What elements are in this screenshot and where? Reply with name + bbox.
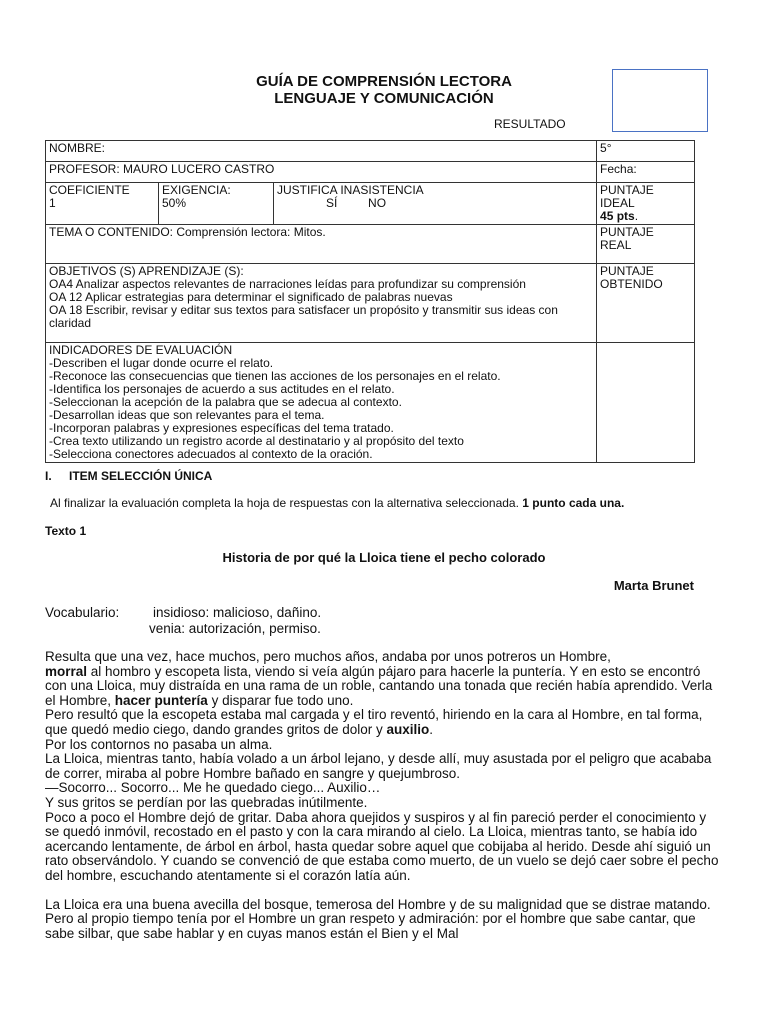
indicador-item: -Crea texto utilizando un registro acorde al destinatario y al propósito del texto	[49, 434, 464, 448]
paragraph: Poco a poco el Hombre dejó de gritar. Daba ahora quejidos y suspiros y al fin pareció perder el conocimiento y se quedó inmóvil, recostado en el pasto y con la cara mirando al cielo. La Lloica, mientras tanto, se había ido acercando lentamente, de árbol en árbol, hasta quedar sobre aquel que cobijaba al herido. Desde ahí siguió un rato observándolo. Y cuando se convenció de que estaba como muerto, de un vuelo se dejó caer sobre el pecho del hombre, escuchando atentamente si el corazón latía aún.	[45, 809, 719, 883]
exigencia-value: 50%	[162, 196, 187, 210]
instructions-text: Al finalizar la evaluación completa la hoja de respuestas con la alternativa seleccionada.	[50, 496, 519, 510]
indicador-item: -Incorporan palabras y expresiones específicas del tema tratado.	[49, 421, 394, 435]
exigencia-cell	[159, 183, 274, 225]
paragraph: La Lloica, mientras tanto, había volado a un árbol lejano, y desde allí, muy asustada por el peligro que acababa de correr, miraba al pobre Hombre bañado en sangre y quejumbroso.	[45, 751, 712, 781]
puntaje-obtenido-cell	[597, 264, 695, 343]
texto-label: Texto 1	[45, 524, 87, 538]
title-line-1: GUÍA DE COMPRENSIÓN LECTORA	[256, 73, 512, 90]
coeficiente-value: 1	[49, 196, 56, 210]
objetivo-item: OA4 Analizar aspectos relevantes de narraciones leídas para profundizar su comprensión	[49, 277, 526, 291]
p1-text-c: y disparar fue todo uno.	[207, 692, 354, 708]
objetivo-item: OA 18 Escribir, revisar y editar sus textos para satisfacer un propósito y transmitir sus ideas con claridad	[49, 303, 558, 330]
empty-score-cell	[597, 343, 695, 463]
objetivos-title: OBJETIVOS (S) APRENDIZAJE (S):	[49, 264, 244, 278]
coeficiente-cell	[46, 183, 159, 225]
indicador-item: -Describen el lugar donde ocurre el relato.	[49, 356, 274, 370]
instructions	[50, 496, 624, 510]
puntaje-real-label-1: PUNTAJE	[600, 225, 654, 239]
vocab-item-2: venia: autorización, permiso.	[149, 621, 321, 636]
justifica-label: JUSTIFICA INASISTENCIA	[277, 183, 424, 197]
paragraph: Y sus gritos se perdían por las quebradas inútilmente.	[45, 794, 368, 810]
story-title: Historia de por qué la Lloica tiene el pecho colorado	[222, 550, 546, 565]
puntaje-real-label-2: REAL	[600, 238, 632, 252]
p1-text-b: al hombro y escopeta lista, viendo si veía algún pájaro para hacerle la puntería. Y en esto se encontró con una Lloica, muy distraída en una rama de un roble, cantando una tonada que recién había aprendido. Verla el Hombre,	[45, 663, 713, 708]
objetivos-cell	[46, 264, 597, 343]
coeficiente-label: COEFICIENTE	[49, 183, 130, 197]
title-line-2: LENGUAJE Y COMUNICACIÓN	[274, 90, 494, 107]
result-box	[612, 69, 708, 132]
puntaje-ideal-label-1: PUNTAJE	[600, 183, 654, 197]
paragraph: La Lloica era una buena avecilla del bosque, temerosa del Hombre y de su malignidad que se distrae matando. Pero al propio tiempo tenía por el Hombre un gran respeto y admiración: por el hombre que sabe cantar, que sabe silbar, que sabe hablar y en cuyas manos están el Bien y el Mal	[45, 896, 711, 941]
section-number: I.	[45, 469, 52, 483]
section-heading	[45, 469, 212, 483]
indicadores-title: INDICADORES DE EVALUACIÓN	[49, 343, 233, 357]
indicador-item: -Reconoce las consecuencias que tienen las acciones de los personajes en el relato.	[49, 369, 501, 383]
indicador-item: -Selecciona conectores adecuados al contexto de la oración.	[49, 447, 373, 461]
puntaje-ideal-value: 45 pts	[600, 209, 635, 223]
profesor-cell: PROFESOR: MAURO LUCERO CASTRO	[46, 162, 597, 183]
vocabulary	[45, 605, 321, 637]
paragraph: Por los contornos no pasaba un alma.	[45, 736, 273, 752]
p2-end: .	[429, 721, 434, 737]
puntaje-ideal-label-2: IDEAL	[600, 196, 635, 210]
objetivo-item: OA 12 Aplicar estrategias para determinar el significado de palabras nuevas	[49, 290, 453, 304]
puntaje-real-cell	[597, 225, 695, 264]
story-author: Marta Brunet	[613, 578, 694, 593]
indicador-item: -Desarrollan ideas que son relevantes para el tema.	[49, 408, 325, 422]
paragraph: —Socorro... Socorro... Me he quedado ciego... Auxilio…	[45, 780, 381, 796]
puntaje-obtenido-label-2: OBTENIDO	[600, 277, 663, 291]
tema-cell: TEMA O CONTENIDO: Comprensión lectora: Mitos.	[46, 225, 597, 264]
indicador-item: -Seleccionan la acepción de la palabra que se adecua al contexto.	[49, 395, 402, 409]
p1-text-a: Resulta que una vez, hace muchos, pero muchos años, andaba por unos potreros un Hombre,	[45, 649, 611, 664]
indicadores-cell	[46, 343, 597, 463]
grade-cell: 5°	[597, 141, 695, 162]
section-title: ITEM SELECCIÓN ÚNICA	[69, 469, 213, 483]
instructions-bold: 1 punto cada una.	[522, 496, 625, 510]
exigencia-label: EXIGENCIA:	[162, 183, 231, 197]
fecha-cell: Fecha:	[597, 162, 695, 183]
p1-bold-morral: morral	[45, 663, 88, 679]
paragraph	[45, 708, 720, 737]
justifica-cell	[274, 183, 597, 225]
vocab-label: Vocabulario:	[45, 605, 120, 620]
resultado-label: RESULTADO	[494, 117, 566, 131]
p2-text: Pero resultó que la escopeta estaba mal cargada y el tiro reventó, hiriendo en la cara al Hombre, en tal forma, que quedó medio ciego, dando grandes gritos de dolor y	[45, 707, 703, 737]
si-option: SÍ	[326, 196, 338, 210]
nombre-cell: NOMBRE:	[46, 141, 597, 162]
indicador-item: -Identifica los personajes de acuerdo a sus actitudes en el relato.	[49, 382, 395, 396]
puntaje-obtenido-label-1: PUNTAJE	[600, 264, 654, 278]
info-table	[45, 140, 695, 463]
p2-bold-auxilio: auxilio	[386, 721, 430, 737]
paragraph	[45, 650, 720, 708]
p1-bold-punteria: hacer puntería	[114, 692, 208, 708]
no-option: NO	[368, 196, 387, 210]
puntaje-ideal-cell: PUNTAJE IDEAL 45 pts.	[597, 183, 695, 225]
story-body	[45, 650, 720, 941]
vocab-item-1: insidioso: malicioso, dañino.	[153, 605, 322, 620]
